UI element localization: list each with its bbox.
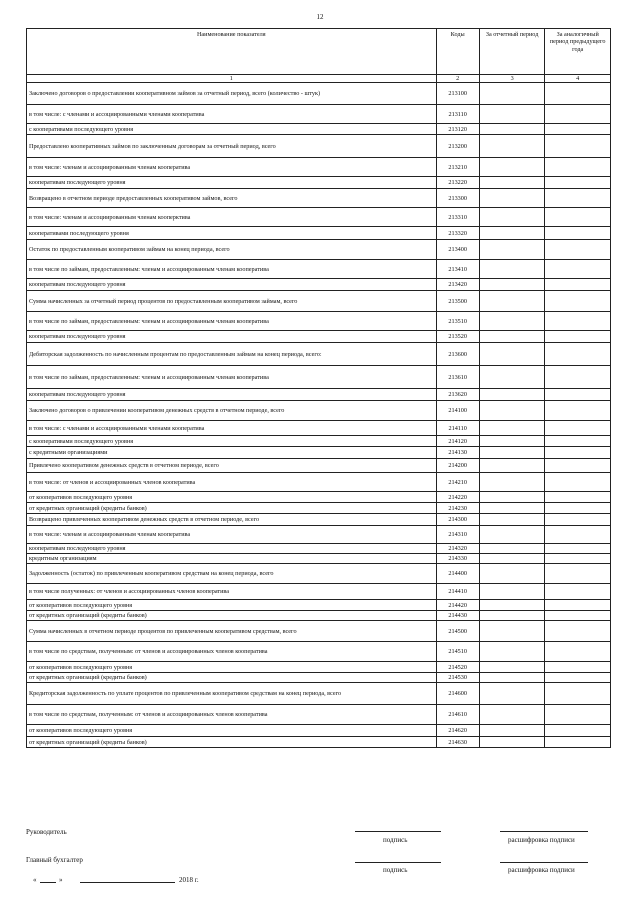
- previous-value-cell[interactable]: [545, 705, 611, 725]
- table-row: [27, 600, 611, 611]
- previous-value-cell[interactable]: [545, 227, 611, 240]
- row-label: в том числе: членам и ассоциированным членам кооператива: [27, 526, 437, 544]
- table-row: [27, 459, 611, 473]
- row-label: с кооперативами последующего уровня: [27, 436, 437, 447]
- previous-value-cell[interactable]: [545, 366, 611, 389]
- table-row: [27, 343, 611, 366]
- table-row: [27, 683, 611, 705]
- previous-value-cell[interactable]: [545, 158, 611, 177]
- table-row: [27, 331, 611, 343]
- previous-value-cell[interactable]: [545, 135, 611, 158]
- reporting-value-cell[interactable]: [479, 291, 545, 312]
- row-label: в том числе по займам, предоставленным: членам и ассоциированным членам кооператива: [27, 260, 437, 279]
- reporting-value-cell[interactable]: [479, 662, 545, 673]
- row-label: в том числе: от членов и ассоциированных членов кооператива: [27, 473, 437, 492]
- reporting-value-cell[interactable]: [479, 389, 545, 401]
- row-code: 213510: [436, 312, 479, 331]
- previous-value-cell[interactable]: [545, 662, 611, 673]
- previous-value-cell[interactable]: [545, 459, 611, 473]
- row-code: 214200: [436, 459, 479, 473]
- previous-value-cell[interactable]: [545, 312, 611, 331]
- row-code: 213400: [436, 240, 479, 260]
- table-row: [27, 401, 611, 421]
- row-label: Сумма начисленных в отчетном периоде процентов по привлеченным кооперативом средствам, всего: [27, 621, 437, 642]
- table-row: [27, 291, 611, 312]
- previous-value-cell[interactable]: [545, 621, 611, 642]
- previous-value-cell[interactable]: [545, 683, 611, 705]
- row-label: в том числе: с членами и ассоциированными членами кооператива: [27, 421, 437, 436]
- table-row: [27, 177, 611, 189]
- table-row: [27, 124, 611, 135]
- row-code: 214400: [436, 564, 479, 584]
- reporting-value-cell[interactable]: [479, 227, 545, 240]
- row-code: 213600: [436, 343, 479, 366]
- reporting-value-cell[interactable]: [479, 705, 545, 725]
- reporting-value-cell[interactable]: [479, 611, 545, 621]
- table-row: [27, 240, 611, 260]
- previous-value-cell[interactable]: [545, 421, 611, 436]
- row-code: 214600: [436, 683, 479, 705]
- row-code: 213420: [436, 279, 479, 291]
- row-label: Возвращено в отчетном периоде предоставленных кооперативом займов, всего: [27, 189, 437, 208]
- table-row: [27, 514, 611, 526]
- table-row: [27, 492, 611, 503]
- reporting-value-cell[interactable]: [479, 240, 545, 260]
- reporting-value-cell[interactable]: [479, 124, 545, 135]
- row-label: от кредитных организаций (кредиты банков): [27, 673, 437, 683]
- previous-value-cell[interactable]: [545, 564, 611, 584]
- table-row: [27, 673, 611, 683]
- table-row: [27, 105, 611, 124]
- row-code: 214210: [436, 473, 479, 492]
- previous-value-cell[interactable]: [545, 279, 611, 291]
- row-code: 213120: [436, 124, 479, 135]
- reporting-value-cell[interactable]: [479, 401, 545, 421]
- table-row: [27, 642, 611, 662]
- reporting-value-cell[interactable]: [479, 189, 545, 208]
- row-label: в том числе по займам, предоставленным: членам и ассоциированным членам кооператива: [27, 312, 437, 331]
- header-code: Коды: [436, 29, 479, 75]
- row-code: 214230: [436, 503, 479, 514]
- reporting-value-cell[interactable]: [479, 673, 545, 683]
- previous-value-cell[interactable]: [545, 240, 611, 260]
- row-label: в том числе: с членами и ассоциированными членами кооператива: [27, 105, 437, 124]
- previous-value-cell[interactable]: [545, 389, 611, 401]
- row-code: 213200: [436, 135, 479, 158]
- column-number-row: [27, 75, 611, 83]
- table-row: [27, 421, 611, 436]
- date-day-line: [40, 882, 56, 883]
- table-row: [27, 554, 611, 564]
- date-open-quote: «: [33, 876, 37, 884]
- table-row: [27, 725, 611, 737]
- table-row: [27, 621, 611, 642]
- reporting-value-cell[interactable]: [479, 544, 545, 554]
- row-label: Сумма начисленных за отчетный период процентов по предоставленным кооперативом займам, всего: [27, 291, 437, 312]
- accountant-label: Главный бухгалтер: [26, 856, 83, 864]
- previous-value-cell[interactable]: [545, 401, 611, 421]
- previous-value-cell[interactable]: [545, 737, 611, 748]
- row-code: 213210: [436, 158, 479, 177]
- previous-value-cell[interactable]: [545, 260, 611, 279]
- previous-value-cell[interactable]: [545, 492, 611, 503]
- reporting-value-cell[interactable]: [479, 526, 545, 544]
- row-label: от кредитных организаций (кредиты банков): [27, 503, 437, 514]
- row-label: от кооперативов последующего уровня: [27, 725, 437, 737]
- row-code: 213220: [436, 177, 479, 189]
- row-code: 214100: [436, 401, 479, 421]
- row-label: Остаток по предоставленным кооперативом займам на конец периода, всего: [27, 240, 437, 260]
- head-signature-line: [355, 831, 441, 832]
- previous-value-cell[interactable]: [545, 611, 611, 621]
- table-row: [27, 564, 611, 584]
- previous-value-cell[interactable]: [545, 473, 611, 492]
- table-row: [27, 473, 611, 492]
- row-label: Заключено договоров о привлечении кооперативом денежных средств в отчетном периоде, всего: [27, 401, 437, 421]
- reporting-value-cell[interactable]: [479, 459, 545, 473]
- table-row: [27, 544, 611, 554]
- row-code: 213100: [436, 83, 479, 105]
- row-code: 214130: [436, 447, 479, 459]
- row-label: Возвращено привлеченных кооперативом денежных средств в отчетном периоде, всего: [27, 514, 437, 526]
- row-code: 214320: [436, 544, 479, 554]
- row-code: 214610: [436, 705, 479, 725]
- col-number-1: 1: [27, 75, 437, 83]
- row-code: 214510: [436, 642, 479, 662]
- reporting-value-cell[interactable]: [479, 564, 545, 584]
- row-code: 214520: [436, 662, 479, 673]
- table-row: [27, 389, 611, 401]
- reporting-value-cell[interactable]: [479, 158, 545, 177]
- reporting-value-cell[interactable]: [479, 473, 545, 492]
- row-code: 214530: [436, 673, 479, 683]
- reporting-value-cell[interactable]: [479, 554, 545, 564]
- row-code: 214620: [436, 725, 479, 737]
- table-row: [27, 705, 611, 725]
- table-row: [27, 208, 611, 227]
- head-label: Руководитель: [26, 828, 67, 836]
- reporting-value-cell[interactable]: [479, 600, 545, 611]
- previous-value-cell[interactable]: [545, 526, 611, 544]
- row-label: кооперативам последующего уровня: [27, 389, 437, 401]
- row-code: 214330: [436, 554, 479, 564]
- reporting-value-cell[interactable]: [479, 83, 545, 105]
- row-code: 213620: [436, 389, 479, 401]
- previous-value-cell[interactable]: [545, 83, 611, 105]
- previous-value-cell[interactable]: [545, 189, 611, 208]
- col-number-3: 3: [479, 75, 545, 83]
- row-label: в том числе по средствам, полученным: от членов и ассоциированных членов кооператива: [27, 705, 437, 725]
- reporting-value-cell[interactable]: [479, 105, 545, 124]
- indicators-table: [26, 28, 611, 748]
- row-label: Привлечено кооперативом денежных средств в отчетном периоде, всего: [27, 459, 437, 473]
- page-number: 12: [316, 13, 324, 21]
- reporting-value-cell[interactable]: [479, 621, 545, 642]
- row-label: кооперативам последующего уровня: [27, 331, 437, 343]
- previous-value-cell[interactable]: [545, 673, 611, 683]
- date-month-line: [80, 882, 175, 883]
- row-code: 213410: [436, 260, 479, 279]
- previous-value-cell[interactable]: [545, 343, 611, 366]
- row-code: 213500: [436, 291, 479, 312]
- reporting-value-cell[interactable]: [479, 725, 545, 737]
- row-label: в том числе: членам и ассоциированным членам кооперктива: [27, 208, 437, 227]
- accountant-decoding-caption: расшифровка подписи: [508, 866, 575, 874]
- row-label: кооперативам последующего уровня: [27, 177, 437, 189]
- row-label: кооперативам последующего уровня: [27, 544, 437, 554]
- reporting-value-cell[interactable]: [479, 343, 545, 366]
- row-label: Предоставлено кооперативных займов по заключенным договорам за отчетный период, всего: [27, 135, 437, 158]
- row-label: Кредиторская задолженность по уплате процентов по привлеченным кооперативом средствам на конец периода, всего: [27, 683, 437, 705]
- row-code: 214410: [436, 584, 479, 600]
- row-label: Задолженность (остаток) по привлеченным кооперативом средствам на конец периода, всего: [27, 564, 437, 584]
- previous-value-cell[interactable]: [545, 331, 611, 343]
- row-label: кооперативами последующего уровня: [27, 227, 437, 240]
- row-label: в том числе: членам и ассоциированным членам кооператива: [27, 158, 437, 177]
- table-row: [27, 526, 611, 544]
- table-row: [27, 135, 611, 158]
- previous-value-cell[interactable]: [545, 554, 611, 564]
- reporting-value-cell[interactable]: [479, 514, 545, 526]
- reporting-value-cell[interactable]: [479, 366, 545, 389]
- reporting-value-cell[interactable]: [479, 503, 545, 514]
- accountant-decoding-line: [500, 862, 588, 863]
- table-row: [27, 662, 611, 673]
- reporting-value-cell[interactable]: [479, 447, 545, 459]
- reporting-value-cell[interactable]: [479, 683, 545, 705]
- reporting-value-cell[interactable]: [479, 436, 545, 447]
- row-label: от кооперативов последующего уровня: [27, 662, 437, 673]
- previous-value-cell[interactable]: [545, 584, 611, 600]
- reporting-value-cell[interactable]: [479, 642, 545, 662]
- table-row: [27, 83, 611, 105]
- table-row: [27, 279, 611, 291]
- row-code: 214120: [436, 436, 479, 447]
- date-year: 2018 г.: [179, 876, 199, 884]
- table-row: [27, 158, 611, 177]
- previous-value-cell[interactable]: [545, 447, 611, 459]
- row-label: с кредитными организациями: [27, 447, 437, 459]
- table-row: [27, 737, 611, 748]
- row-code: 213320: [436, 227, 479, 240]
- reporting-value-cell[interactable]: [479, 737, 545, 748]
- row-code: 213300: [436, 189, 479, 208]
- reporting-value-cell[interactable]: [479, 421, 545, 436]
- head-decoding-caption: расшифровка подписи: [508, 836, 575, 844]
- previous-value-cell[interactable]: [545, 124, 611, 135]
- row-label: с кооперативами последующего уровня: [27, 124, 437, 135]
- row-code: 214300: [436, 514, 479, 526]
- row-code: 213520: [436, 331, 479, 343]
- table-row: [27, 227, 611, 240]
- table-row: [27, 312, 611, 331]
- date-close-quote: »: [59, 876, 63, 884]
- previous-value-cell[interactable]: [545, 503, 611, 514]
- row-label: от кредитных организаций (кредиты банков): [27, 611, 437, 621]
- table-row: [27, 366, 611, 389]
- row-code: 214310: [436, 526, 479, 544]
- row-label: в том числе по средствам, полученным: от членов и ассоциированных членов кооператива: [27, 642, 437, 662]
- row-label: от кооперативов последующего уровня: [27, 600, 437, 611]
- table-row: [27, 436, 611, 447]
- previous-value-cell[interactable]: [545, 291, 611, 312]
- previous-value-cell[interactable]: [545, 436, 611, 447]
- header-name: Наименование показателя: [27, 29, 437, 75]
- reporting-value-cell[interactable]: [479, 208, 545, 227]
- row-label: кредитным организациям: [27, 554, 437, 564]
- table-row: [27, 503, 611, 514]
- row-code: 213110: [436, 105, 479, 124]
- reporting-value-cell[interactable]: [479, 492, 545, 503]
- row-code: 213310: [436, 208, 479, 227]
- row-code: 214630: [436, 737, 479, 748]
- row-label: в том числе полученных: от членов и ассоциированных членов кооператива: [27, 584, 437, 600]
- row-label: от кредитных организаций (кредиты банков): [27, 737, 437, 748]
- row-label: Дебиторская задолженность по начисленным процентам по предоставленным займам на конец периода, всего:: [27, 343, 437, 366]
- reporting-value-cell[interactable]: [479, 135, 545, 158]
- row-code: 214420: [436, 600, 479, 611]
- row-code: 214220: [436, 492, 479, 503]
- reporting-value-cell[interactable]: [479, 260, 545, 279]
- previous-value-cell[interactable]: [545, 600, 611, 611]
- previous-value-cell[interactable]: [545, 177, 611, 189]
- header-reporting: За отчетный период: [479, 29, 545, 75]
- previous-value-cell[interactable]: [545, 105, 611, 124]
- row-code: 214430: [436, 611, 479, 621]
- accountant-signature-line: [355, 862, 441, 863]
- row-label: от кооперативов последующего уровня: [27, 492, 437, 503]
- row-code: 214500: [436, 621, 479, 642]
- head-decoding-line: [500, 831, 588, 832]
- reporting-value-cell[interactable]: [479, 331, 545, 343]
- header-previous: За аналогичный период предыдущего года: [545, 29, 611, 75]
- head-signature-caption: подпись: [383, 836, 408, 844]
- reporting-value-cell[interactable]: [479, 312, 545, 331]
- col-number-4: 4: [545, 75, 611, 83]
- col-number-2: 2: [436, 75, 479, 83]
- table-row: [27, 584, 611, 600]
- row-label: Заключено договоров о предоставлении кооперативном займов за отчетный период, всего (количество - штук): [27, 83, 437, 105]
- reporting-value-cell[interactable]: [479, 177, 545, 189]
- previous-value-cell[interactable]: [545, 642, 611, 662]
- row-label: в том числе по займам, предоставленным: членам и ассоциированным членам кооператива: [27, 366, 437, 389]
- previous-value-cell[interactable]: [545, 725, 611, 737]
- row-code: 214110: [436, 421, 479, 436]
- reporting-value-cell[interactable]: [479, 584, 545, 600]
- table-body: [27, 83, 611, 748]
- table-row: [27, 189, 611, 208]
- previous-value-cell[interactable]: [545, 544, 611, 554]
- header-row: [27, 29, 611, 75]
- reporting-value-cell[interactable]: [479, 279, 545, 291]
- accountant-signature-caption: подпись: [383, 866, 408, 874]
- row-label: кооперативам последующего уровня: [27, 279, 437, 291]
- row-code: 213610: [436, 366, 479, 389]
- previous-value-cell[interactable]: [545, 208, 611, 227]
- table-row: [27, 260, 611, 279]
- table-row: [27, 447, 611, 459]
- previous-value-cell[interactable]: [545, 514, 611, 526]
- table-row: [27, 611, 611, 621]
